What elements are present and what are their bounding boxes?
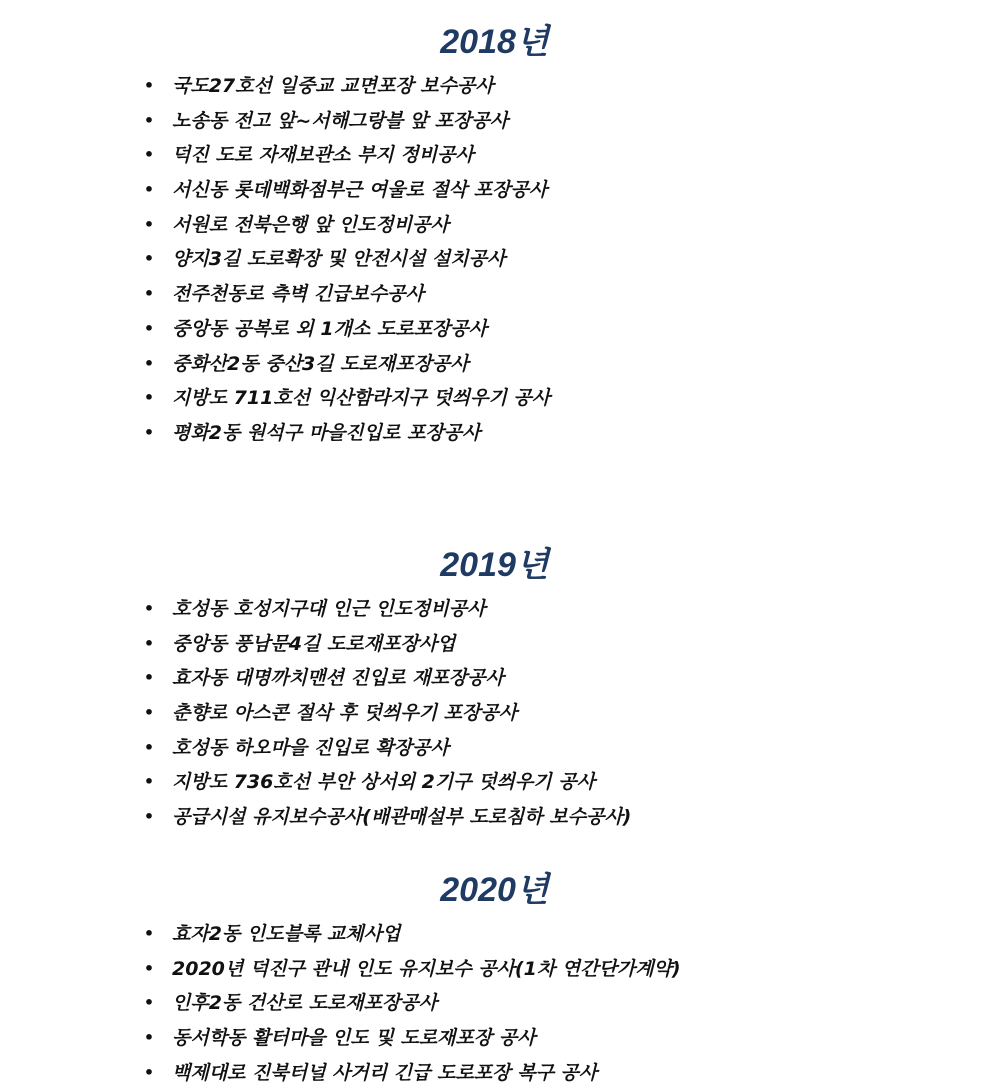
- list-item-text: 인후2동 건산로 도로재포장공사: [172, 992, 438, 1015]
- bullet-icon: •: [143, 110, 155, 130]
- list-item-text: 평화2동 원석구 마을진입로 포장공사: [172, 421, 481, 444]
- bullet-icon: •: [143, 284, 155, 304]
- bullet-icon: •: [143, 633, 155, 653]
- bullet-icon: •: [143, 958, 155, 978]
- bullet-icon: •: [143, 422, 155, 442]
- year-heading-2018: 2018년: [440, 23, 549, 61]
- list-item-text: 동서학동 활터마을 인도 및 도로재포장 공사: [172, 1027, 536, 1050]
- list-item-text: 지방도 711호선 익산함라지구 덧씌우기 공사: [172, 387, 551, 410]
- list-item-text: 양지3길 도로확장 및 안전시설 설치공사: [172, 248, 506, 271]
- list-item: [140, 765, 631, 800]
- list-item: [140, 731, 631, 766]
- list-item: [140, 381, 550, 416]
- list-item-text: 춘향로 아스콘 절삭 후 덧씌우기 포장공사: [172, 702, 518, 725]
- list-item-text: 중앙동 풍남문4길 도로재포장사업: [172, 632, 456, 655]
- bullet-icon: •: [143, 1062, 155, 1082]
- list-item: [140, 312, 550, 347]
- list-item: [140, 347, 550, 382]
- list-item-text: 지방도 736호선 부안 상서외 2기구 덧씌우기 공사: [172, 771, 595, 794]
- list-item: [140, 627, 631, 662]
- list-item-text: 서원로 전북은행 앞 인도정비공사: [172, 213, 449, 236]
- list-item: [140, 661, 631, 696]
- bullet-icon: •: [143, 180, 155, 200]
- list-item: [140, 208, 550, 243]
- bullet-icon: •: [143, 249, 155, 269]
- bullet-icon: •: [143, 772, 155, 792]
- list-item-text: 국도27호선 일중교 교면포장 보수공사: [172, 75, 494, 97]
- bullet-icon: •: [143, 145, 155, 165]
- project-list-2018: [140, 69, 550, 451]
- list-item: [140, 696, 631, 731]
- bullet-icon: •: [143, 318, 155, 338]
- list-item: [140, 69, 550, 104]
- list-item-text: 전주천동로 측벽 긴급보수공사: [172, 283, 424, 306]
- list-item: [140, 416, 550, 451]
- list-item-text: 효자동 대명까치맨션 진입로 재포장공사: [172, 667, 504, 690]
- bullet-icon: •: [143, 353, 155, 373]
- bullet-icon: •: [143, 924, 155, 943]
- list-item: [140, 138, 550, 173]
- year-heading-2019: 2019년: [440, 546, 549, 584]
- list-item-text: 호성동 호성지구대 인근 인도정비공사: [172, 598, 486, 620]
- list-item-text: 덕진 도로 자재보관소 부지 정비공사: [172, 144, 474, 167]
- bullet-icon: •: [143, 1028, 155, 1048]
- bullet-icon: •: [143, 76, 155, 95]
- bullet-icon: •: [143, 993, 155, 1013]
- list-item-text: 공급시설 유지보수공사(배관매설부 도로침하 보수공사): [172, 806, 632, 829]
- bullet-icon: •: [143, 703, 155, 723]
- bullet-icon: •: [143, 388, 155, 408]
- bullet-icon: •: [143, 668, 155, 688]
- project-list-2020: [140, 917, 681, 1090]
- project-list-2019: [140, 592, 631, 835]
- list-item-text: 백제대로 진북터널 사거리 긴급 도로포장 복구 공사: [172, 1061, 598, 1084]
- bullet-icon: •: [143, 807, 155, 827]
- list-item-text: 노송동 전고 앞~서해그랑블 앞 포장공사: [172, 109, 509, 132]
- list-item-text: 2020년 덕진구 관내 인도 유지보수 공사(1차 연간단가계약): [172, 957, 681, 980]
- list-item-text: 중화산2동 중산3길 도로재포장공사: [172, 352, 469, 375]
- list-item: [140, 986, 681, 1021]
- list-item: [140, 917, 681, 952]
- year-heading-2020: 2020년: [440, 871, 549, 909]
- list-item-text: 효자2동 인도블록 교체사업: [172, 923, 401, 945]
- bullet-icon: •: [143, 599, 155, 618]
- list-item: [140, 1056, 681, 1090]
- list-item: [140, 242, 550, 277]
- list-item: [140, 800, 631, 835]
- list-item: [140, 1021, 681, 1056]
- list-item: [140, 592, 631, 627]
- list-item-text: 중앙동 공복로 외 1개소 도로포장공사: [172, 317, 487, 340]
- list-item: [140, 173, 550, 208]
- list-item: [140, 104, 550, 139]
- list-item: [140, 952, 681, 987]
- bullet-icon: •: [143, 737, 155, 757]
- list-item: [140, 277, 550, 312]
- bullet-icon: •: [143, 214, 155, 234]
- list-item-text: 서신동 롯데백화점부근 여울로 절삭 포장공사: [172, 179, 548, 202]
- list-item-text: 호성동 하오마을 진입로 확장공사: [172, 736, 449, 759]
